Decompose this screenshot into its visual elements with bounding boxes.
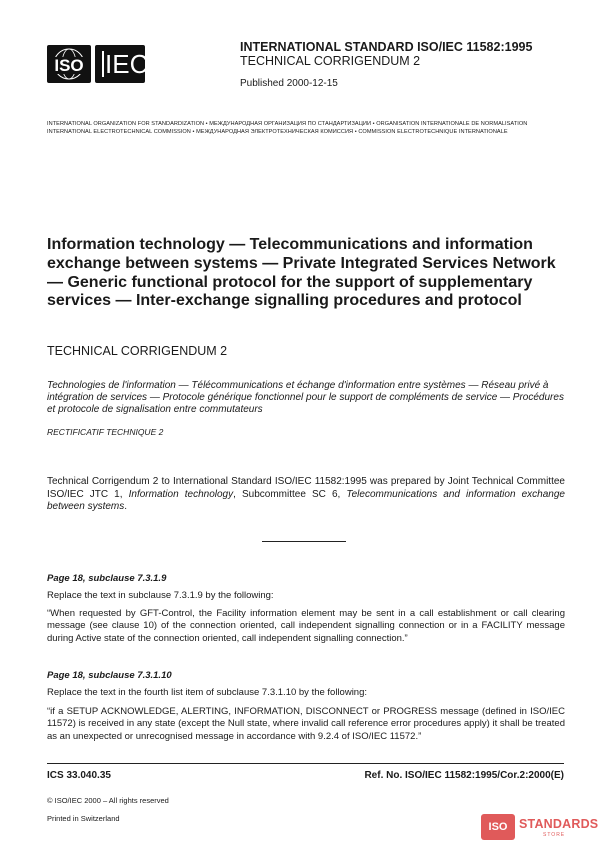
watermark-iso-box: [481, 814, 515, 840]
document-title-fr: Technologies de l'information — Télécommunications et échange d'information entre systèmes — Réseau privé à intégration de services — Protocole générique fonctionnel pour le support de compléments de service — Procédures et protocole de signalisation entre commutateurs: [47, 380, 564, 416]
ics-code: ICS 33.040.35: [47, 770, 111, 781]
section-heading: Page 18, subclause 7.3.1.9: [47, 573, 167, 584]
iso-logo: [47, 45, 91, 83]
publication-date: Published 2000-12-15: [240, 78, 338, 89]
copyright-notice: © ISO/IEC 2000 – All rights reserved: [47, 796, 169, 805]
org-line-iec: INTERNATIONAL ELECTROTECHNICAL COMMISSION • МЕЖДУНАРОДНАЯ ЭЛЕКТРОТЕХНИЧЕСКАЯ КОМИССИЯ • COMMISSION ELECTROTECHNIQUE INTERNATIONALE: [47, 129, 508, 135]
section-replacement-text: “if a SETUP ACKNOWLEDGE, ALERTING, INFORMATION, DISCONNECT or PROGRESS message (defined in ISO/IEC 11572) is received in any state (except the Null state, where invalid call reference error procedures apply) it shall be treated as an unexpected or unrecognised message in accordance with 9.2.4 of ISO/IEC 11572.”: [47, 706, 565, 742]
section-instruction: Replace the text in subclause 7.3.1.9 by the following:: [47, 590, 274, 601]
watermark-store-text: STORE: [543, 832, 566, 838]
document-title: Information technology — Telecommunications and information exchange between systems — Private Integrated Services Network — Generic functional protocol for the support of supplementary services — Inter-exchange signalling procedures and protocol: [47, 236, 556, 310]
intro-text-3: .: [124, 501, 128, 512]
org-line-iso: INTERNATIONAL ORGANIZATION FOR STANDARDIZATION • МЕЖДУНАРОДНАЯ ОРГАНИЗАЦИЯ ПО СТАНДАРТИЗАЦИИ • ORGANISATION INTERNATIONALE DE NORMALISATION: [47, 121, 528, 127]
iec-logo-bar: [102, 51, 104, 77]
corrigendum-en: TECHNICAL CORRIGENDUM 2: [47, 344, 228, 358]
watermark-iso-text: ISO: [488, 821, 508, 833]
separator-rule: [262, 541, 346, 542]
intro-committee: Information technology: [128, 488, 234, 500]
intro-subcommittee: Telecommunications and information exchange between systems: [47, 488, 565, 512]
iso-logo-text: ISO: [54, 56, 84, 75]
reference-number: Ref. No. ISO/IEC 11582:1995/Cor.2:2000(E): [364, 770, 564, 781]
intro-text-1: Technical Corrigendum 2 to International Standard ISO/IEC 11582:1995 was prepared by Joint Technical Committee ISO/IEC JTC 1,: [47, 476, 565, 500]
standard-number: INTERNATIONAL STANDARD ISO/IEC 11582:1995: [240, 40, 533, 54]
section-instruction: Replace the text in the fourth list item of subclause 7.3.1.10 by the following:: [47, 687, 368, 698]
iso-iec-logo: [47, 45, 149, 83]
intro-paragraph: [47, 476, 565, 514]
section-replacement-text: “When requested by GFT-Control, the Facility information element may be sent in a call establishment or call clearing message (see clause 10) of the connection oriented, call independent signalling connection or in a FACILITY message during Active state of the connection oriented, call independent signalling connection.”: [47, 608, 565, 644]
printed-in: Printed in Switzerland: [47, 814, 120, 823]
intro-text-2: , Subcommittee SC 6,: [233, 488, 347, 500]
standards-store-watermark: [481, 811, 599, 843]
document-header: [240, 40, 580, 90]
footer-rule: [47, 763, 564, 764]
section-heading: Page 18, subclause 7.3.1.10: [47, 670, 172, 681]
iec-logo-text: IEC: [105, 49, 149, 79]
corrigendum-fr: RECTIFICATIF TECHNIQUE 2: [47, 427, 164, 437]
watermark-text: STANDARDS: [519, 817, 599, 831]
corrigendum-label: TECHNICAL CORRIGENDUM 2: [240, 54, 421, 68]
iec-logo: [95, 45, 149, 83]
